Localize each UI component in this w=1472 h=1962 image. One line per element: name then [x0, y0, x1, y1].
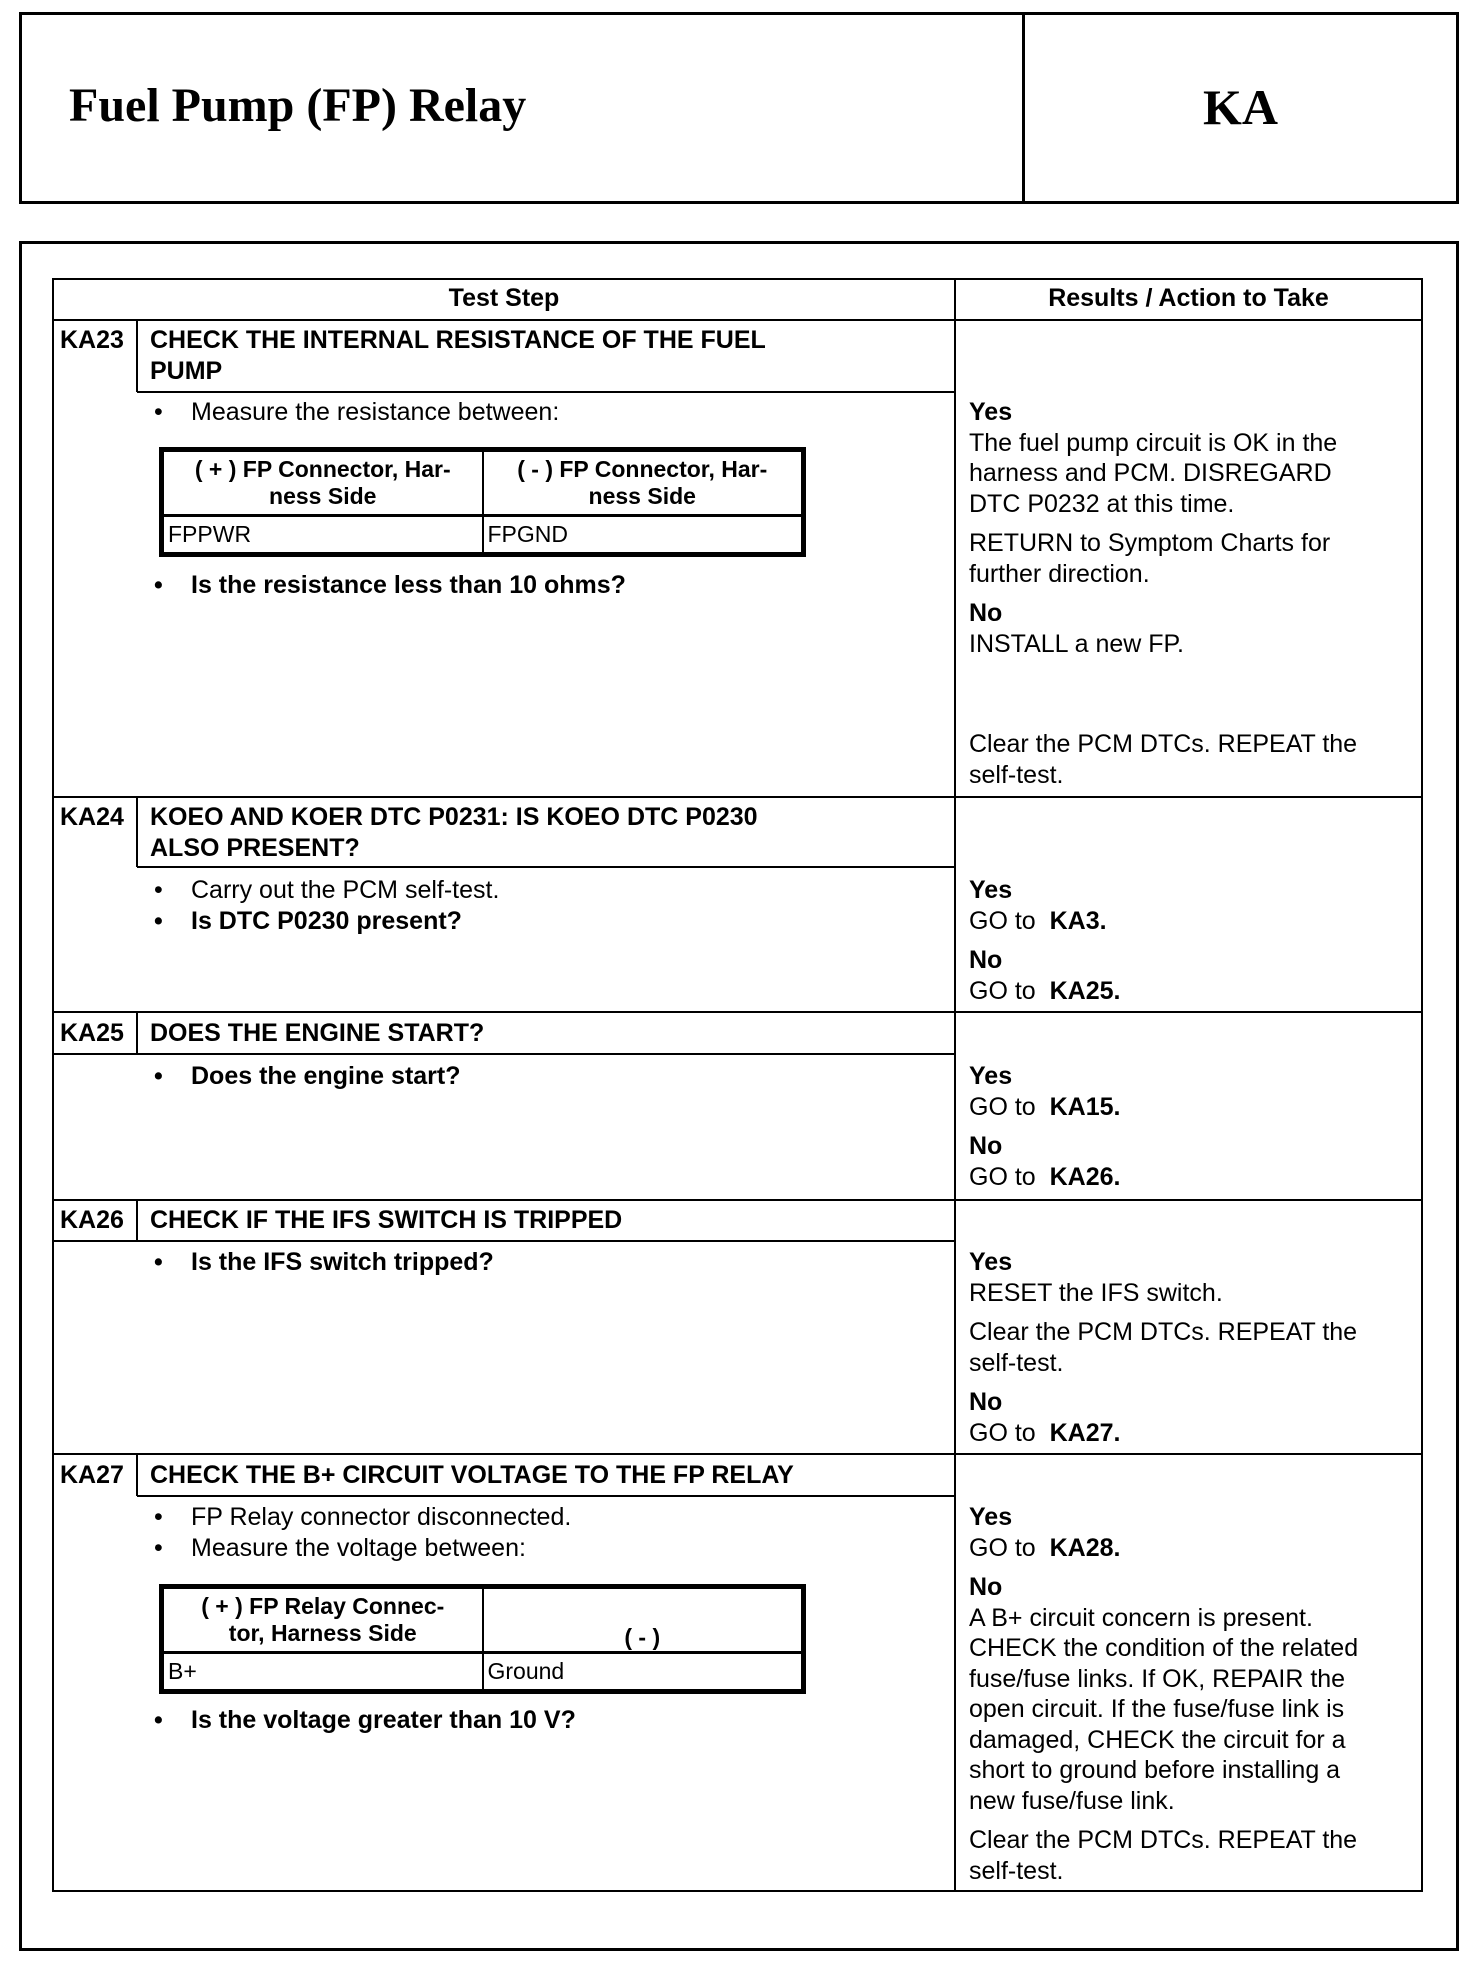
bullet-text: Measure the voltage between: — [191, 1534, 526, 1562]
yes-label: Yes — [969, 1248, 1013, 1276]
question-text: Is DTC P0230 present? — [191, 907, 462, 935]
yes-label: Yes — [969, 1062, 1013, 1090]
goto-link[interactable]: KA15. — [1049, 1092, 1121, 1121]
id-divider — [136, 1200, 138, 1241]
result-text: damaged, CHECK the circuit for a — [969, 1725, 1346, 1754]
goto-link[interactable]: KA27. — [1049, 1418, 1121, 1447]
no-label: No — [969, 1388, 1003, 1416]
connector-cell: FPGND — [483, 515, 803, 553]
id-divider — [136, 1012, 138, 1054]
page-title: Fuel Pump (FP) Relay — [69, 79, 527, 132]
result-text: GO to — [969, 1533, 1036, 1562]
bullet-item: • Measure the voltage between: — [154, 1534, 526, 1562]
result-text: GO to — [969, 976, 1036, 1005]
bullet-item: • FP Relay connector disconnected. — [154, 1503, 572, 1531]
id-divider — [136, 797, 138, 867]
row-divider — [52, 1453, 1421, 1455]
question-text: Does the engine start? — [191, 1062, 461, 1090]
result-text: new fuse/fuse link. — [969, 1786, 1175, 1815]
header-results: Results / Action to Take — [1048, 284, 1329, 312]
result-text: Clear the PCM DTCs. REPEAT the — [969, 1318, 1358, 1346]
title-divider — [52, 1053, 955, 1055]
bullet-question: • Is the IFS switch tripped? — [154, 1248, 494, 1276]
result-text: DTC P0232 at this time. — [969, 489, 1235, 518]
result-text: open circuit. If the fuse/fuse link is — [969, 1695, 1345, 1723]
step-id: KA24 — [60, 803, 124, 831]
bullet-item: • Measure the resistance between: — [154, 398, 560, 426]
connector-cell: B+ — [163, 1652, 483, 1690]
connector-cell: Ground — [483, 1652, 803, 1690]
question-text: Is the IFS switch tripped? — [191, 1248, 494, 1276]
step-title: CHECK THE B+ CIRCUIT VOLTAGE TO THE FP RELAY — [150, 1461, 794, 1489]
connector-header-positive: ( + ) FP Relay Connec- tor, Harness Side — [163, 1588, 483, 1652]
step-id: KA25 — [60, 1019, 124, 1047]
title-divider — [137, 391, 955, 393]
result-text: The fuel pump circuit is OK in the — [969, 428, 1338, 457]
bullet-question: • Does the engine start? — [154, 1062, 461, 1090]
bullet-question: • Is the voltage greater than 10 V? — [154, 1706, 576, 1734]
connector-table — [159, 447, 806, 557]
results-ka25 — [969, 1061, 1419, 1192]
row-divider — [52, 796, 1421, 798]
results-ka26 — [969, 1247, 1419, 1448]
result-text: CHECK the condition of the related — [969, 1634, 1359, 1662]
no-label: No — [969, 1132, 1003, 1160]
connector-header-positive: ( + ) FP Connector, Har- ness Side — [163, 451, 483, 515]
result-text: self-test. — [969, 1348, 1064, 1377]
no-label: No — [969, 1573, 1003, 1601]
result-text: Clear the PCM DTCs. REPEAT the — [969, 1826, 1358, 1854]
results-ka24 — [969, 875, 1419, 1006]
step-title-line: ALSO PRESENT? — [150, 834, 360, 862]
goto-link[interactable]: KA3. — [1049, 906, 1107, 935]
result-text: RETURN to Symptom Charts for — [969, 529, 1331, 557]
goto-link[interactable]: KA28. — [1049, 1533, 1121, 1562]
yes-label: Yes — [969, 398, 1013, 426]
question-text: Is the resistance less than 10 ohms? — [191, 571, 626, 599]
step-title-line: KOEO AND KOER DTC P0231: IS KOEO DTC P0230 — [150, 803, 758, 831]
result-text: GO to — [969, 906, 1036, 935]
result-text: fuse/fuse links. If OK, REPAIR the — [969, 1664, 1346, 1693]
result-text: further direction. — [969, 559, 1150, 588]
bullet-text: FP Relay connector disconnected. — [191, 1503, 572, 1531]
bullet-text: Carry out the PCM self-test. — [191, 876, 500, 904]
step-id: KA26 — [60, 1206, 124, 1234]
title-divider — [137, 866, 955, 868]
yes-label: Yes — [969, 1503, 1013, 1531]
goto-link[interactable]: KA25. — [1049, 976, 1121, 1005]
result-text: short to ground before installing a — [969, 1756, 1341, 1784]
bullet-question: • Is the resistance less than 10 ohms? — [154, 571, 626, 599]
connector-table — [159, 1584, 806, 1694]
result-text: GO to — [969, 1162, 1036, 1191]
result-text: GO to — [969, 1418, 1036, 1447]
result-text: harness and PCM. DISREGARD — [969, 459, 1332, 487]
step-id: KA27 — [60, 1461, 124, 1489]
no-label: No — [969, 599, 1003, 627]
result-text: GO to — [969, 1092, 1036, 1121]
result-text: A B+ circuit concern is present. — [969, 1603, 1313, 1632]
result-text: self-test. — [969, 760, 1064, 789]
yes-label: Yes — [969, 876, 1013, 904]
column-divider — [954, 278, 956, 1890]
step-title — [150, 325, 766, 387]
connector-header-negative: ( - ) FP Connector, Har- ness Side — [483, 451, 803, 515]
step-title: CHECK IF THE IFS SWITCH IS TRIPPED — [150, 1206, 623, 1234]
step-title: DOES THE ENGINE START? — [150, 1019, 485, 1047]
results-ka23 — [969, 397, 1419, 790]
id-divider — [136, 1454, 138, 1496]
no-label: No — [969, 946, 1003, 974]
id-divider — [136, 320, 138, 392]
step-id: KA23 — [60, 326, 124, 354]
step-title — [150, 802, 758, 864]
connector-cell: FPPWR — [163, 515, 483, 553]
question-text: Is the voltage greater than 10 V? — [191, 1706, 576, 1734]
results-ka27 — [969, 1502, 1419, 1886]
connector-header-negative: ( - ) — [483, 1588, 803, 1652]
title-divider — [52, 1240, 955, 1242]
result-text: RESET the IFS switch. — [969, 1278, 1223, 1307]
result-text: Clear the PCM DTCs. REPEAT the — [969, 730, 1358, 758]
step-title-line: CHECK THE INTERNAL RESISTANCE OF THE FUEL — [150, 326, 766, 354]
result-text: INSTALL a new FP. — [969, 629, 1184, 658]
result-text: self-test. — [969, 1856, 1064, 1885]
title-divider — [137, 1495, 955, 1497]
bullet-text: Measure the resistance between: — [191, 398, 560, 426]
step-title-line: PUMP — [150, 357, 223, 385]
section-code: KA — [1203, 79, 1278, 135]
header-test-step: Test Step — [448, 284, 560, 312]
bullet-question: • Is DTC P0230 present? — [154, 907, 462, 935]
row-divider — [52, 1011, 1421, 1013]
row-divider — [52, 319, 1421, 321]
goto-link[interactable]: KA26. — [1049, 1162, 1121, 1191]
row-divider — [52, 1199, 1421, 1201]
bullet-item: • Carry out the PCM self-test. — [154, 876, 500, 904]
